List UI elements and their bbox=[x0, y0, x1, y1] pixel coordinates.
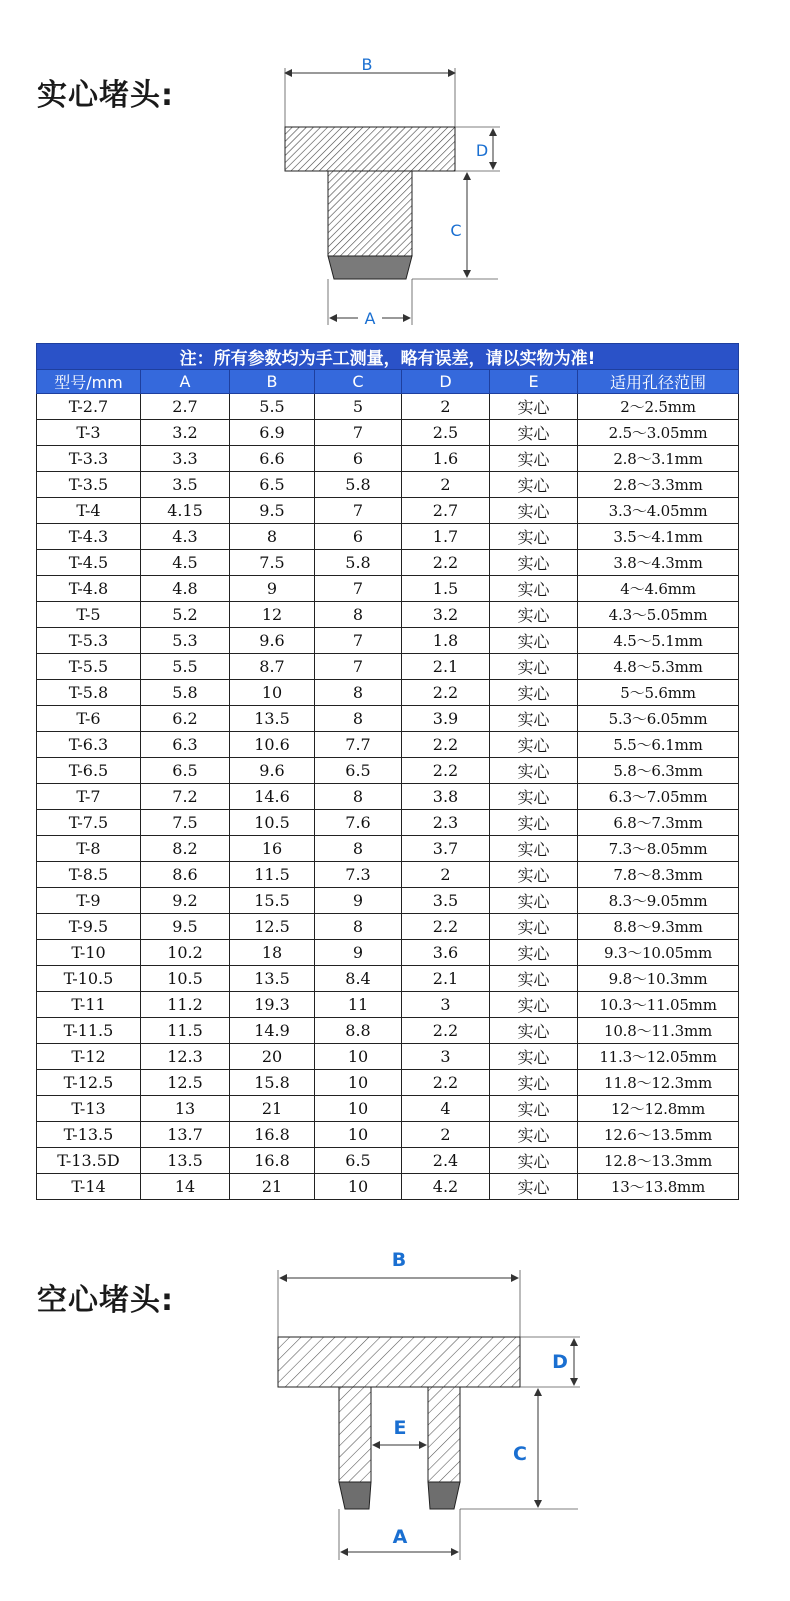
cell-hole-range: 2.8～3.3mm bbox=[578, 472, 739, 498]
cell-c: 8 bbox=[315, 680, 402, 706]
cell-d: 2 bbox=[402, 1122, 490, 1148]
right-leg-tip bbox=[428, 1482, 460, 1509]
cell-hole-range: 2～2.5mm bbox=[578, 394, 739, 420]
cell-model: T-5 bbox=[37, 602, 141, 628]
table-row bbox=[37, 1122, 739, 1148]
cell-hole-range: 10.3～11.05mm bbox=[578, 992, 739, 1018]
cell-b: 6.6 bbox=[230, 446, 315, 472]
cell-hole-range: 6.3～7.05mm bbox=[578, 784, 739, 810]
cell-model: T-4.8 bbox=[37, 576, 141, 602]
cell-c: 9 bbox=[315, 940, 402, 966]
plug-right-leg bbox=[428, 1387, 460, 1482]
cell-a: 4.3 bbox=[141, 524, 230, 550]
e-label: E bbox=[393, 1417, 407, 1439]
solid-plug-diagram bbox=[270, 50, 510, 335]
cell-a: 13.5 bbox=[141, 1148, 230, 1174]
table-row bbox=[37, 758, 739, 784]
cell-d: 1.7 bbox=[402, 524, 490, 550]
cell-hole-range: 4.5～5.1mm bbox=[578, 628, 739, 654]
cell-c: 5.8 bbox=[315, 472, 402, 498]
cell-c: 8 bbox=[315, 706, 402, 732]
cell-c: 5 bbox=[315, 394, 402, 420]
cell-e: 实心 bbox=[490, 394, 578, 420]
cell-b: 15.5 bbox=[230, 888, 315, 914]
cell-hole-range: 12.6～13.5mm bbox=[578, 1122, 739, 1148]
cell-d: 2.2 bbox=[402, 550, 490, 576]
cell-a: 10.2 bbox=[141, 940, 230, 966]
table-row bbox=[37, 420, 739, 446]
cell-hole-range: 12～12.8mm bbox=[578, 1096, 739, 1122]
cell-a: 3.3 bbox=[141, 446, 230, 472]
cell-hole-range: 11.3～12.05mm bbox=[578, 1044, 739, 1070]
table-row bbox=[37, 914, 739, 940]
cell-hole-range: 2.5～3.05mm bbox=[578, 420, 739, 446]
cell-c: 6 bbox=[315, 524, 402, 550]
cell-b: 12.5 bbox=[230, 914, 315, 940]
cell-a: 11.5 bbox=[141, 1018, 230, 1044]
cell-a: 13 bbox=[141, 1096, 230, 1122]
table-header-row bbox=[37, 370, 739, 394]
cell-a: 6.2 bbox=[141, 706, 230, 732]
cell-c: 10 bbox=[315, 1070, 402, 1096]
cell-d: 2.2 bbox=[402, 732, 490, 758]
cell-e: 实心 bbox=[490, 940, 578, 966]
cell-a: 8.2 bbox=[141, 836, 230, 862]
cell-hole-range: 12.8～13.3mm bbox=[578, 1148, 739, 1174]
cell-model: T-13 bbox=[37, 1096, 141, 1122]
cell-a: 9.5 bbox=[141, 914, 230, 940]
cell-e: 实心 bbox=[490, 966, 578, 992]
cell-b: 7.5 bbox=[230, 550, 315, 576]
table-row bbox=[37, 1070, 739, 1096]
cell-d: 1.6 bbox=[402, 446, 490, 472]
table-row bbox=[37, 472, 739, 498]
cell-model: T-4.3 bbox=[37, 524, 141, 550]
cell-hole-range: 3.5～4.1mm bbox=[578, 524, 739, 550]
b-label: B bbox=[361, 55, 373, 74]
cell-hole-range: 13～13.8mm bbox=[578, 1174, 739, 1200]
cell-a: 7.5 bbox=[141, 810, 230, 836]
cell-c: 7 bbox=[315, 576, 402, 602]
cell-d: 2.2 bbox=[402, 758, 490, 784]
table-row bbox=[37, 784, 739, 810]
cell-hole-range: 9.3～10.05mm bbox=[578, 940, 739, 966]
cell-hole-range: 4.8～5.3mm bbox=[578, 654, 739, 680]
cell-a: 12.3 bbox=[141, 1044, 230, 1070]
cell-model: T-5.5 bbox=[37, 654, 141, 680]
cell-a: 10.5 bbox=[141, 966, 230, 992]
cell-hole-range: 10.8～11.3mm bbox=[578, 1018, 739, 1044]
cell-model: T-13.5 bbox=[37, 1122, 141, 1148]
cell-model: T-9.5 bbox=[37, 914, 141, 940]
cell-e: 实心 bbox=[490, 1174, 578, 1200]
cell-model: T-13.5D bbox=[37, 1148, 141, 1174]
a-label: A bbox=[392, 1526, 408, 1548]
cell-b: 6.5 bbox=[230, 472, 315, 498]
cell-d: 4 bbox=[402, 1096, 490, 1122]
table-row bbox=[37, 680, 739, 706]
cell-d: 3.5 bbox=[402, 888, 490, 914]
cell-e: 实心 bbox=[490, 914, 578, 940]
cell-d: 2 bbox=[402, 862, 490, 888]
cell-model: T-5.8 bbox=[37, 680, 141, 706]
plug-tip bbox=[328, 256, 412, 279]
cell-c: 7.7 bbox=[315, 732, 402, 758]
cell-e: 实心 bbox=[490, 888, 578, 914]
table-row bbox=[37, 1044, 739, 1070]
cell-model: T-12.5 bbox=[37, 1070, 141, 1096]
cell-c: 8 bbox=[315, 602, 402, 628]
cell-model: T-6 bbox=[37, 706, 141, 732]
measurement-notice: 注：所有参数均为手工测量，略有误差，请以实物为准! bbox=[37, 344, 739, 370]
cell-d: 3.7 bbox=[402, 836, 490, 862]
table-row bbox=[37, 706, 739, 732]
cell-hole-range: 7.8～8.3mm bbox=[578, 862, 739, 888]
cell-e: 实心 bbox=[490, 1122, 578, 1148]
cell-c: 7 bbox=[315, 498, 402, 524]
cell-model: T-6.3 bbox=[37, 732, 141, 758]
cell-d: 3 bbox=[402, 992, 490, 1018]
cell-d: 2.3 bbox=[402, 810, 490, 836]
cell-model: T-8 bbox=[37, 836, 141, 862]
cell-a: 5.8 bbox=[141, 680, 230, 706]
cell-model: T-12 bbox=[37, 1044, 141, 1070]
cell-e: 实心 bbox=[490, 1018, 578, 1044]
cell-b: 14.6 bbox=[230, 784, 315, 810]
table-row bbox=[37, 966, 739, 992]
b-label: B bbox=[391, 1249, 407, 1271]
cell-c: 10 bbox=[315, 1174, 402, 1200]
cell-b: 10 bbox=[230, 680, 315, 706]
cell-c: 10 bbox=[315, 1096, 402, 1122]
cell-a: 5.2 bbox=[141, 602, 230, 628]
table-row bbox=[37, 1148, 739, 1174]
cell-d: 2 bbox=[402, 472, 490, 498]
table-row bbox=[37, 888, 739, 914]
cell-e: 实心 bbox=[490, 862, 578, 888]
cell-a: 13.7 bbox=[141, 1122, 230, 1148]
table-row bbox=[37, 1174, 739, 1200]
cell-model: T-14 bbox=[37, 1174, 141, 1200]
cell-e: 实心 bbox=[490, 1070, 578, 1096]
cell-c: 7 bbox=[315, 628, 402, 654]
cell-d: 2.7 bbox=[402, 498, 490, 524]
cell-hole-range: 9.8～10.3mm bbox=[578, 966, 739, 992]
cell-model: T-7 bbox=[37, 784, 141, 810]
table-row bbox=[37, 862, 739, 888]
cell-b: 13.5 bbox=[230, 966, 315, 992]
cell-b: 15.8 bbox=[230, 1070, 315, 1096]
cell-model: T-11.5 bbox=[37, 1018, 141, 1044]
cell-a: 2.7 bbox=[141, 394, 230, 420]
cell-b: 10.6 bbox=[230, 732, 315, 758]
cell-a: 12.5 bbox=[141, 1070, 230, 1096]
table-row bbox=[37, 498, 739, 524]
cell-b: 16.8 bbox=[230, 1122, 315, 1148]
cell-hole-range: 2.8～3.1mm bbox=[578, 446, 739, 472]
table-row bbox=[37, 550, 739, 576]
cell-a: 6.5 bbox=[141, 758, 230, 784]
cell-a: 5.3 bbox=[141, 628, 230, 654]
table-row bbox=[37, 992, 739, 1018]
cell-hole-range: 11.8～12.3mm bbox=[578, 1070, 739, 1096]
header-a: A bbox=[141, 370, 230, 394]
cell-e: 实心 bbox=[490, 836, 578, 862]
left-leg-tip bbox=[339, 1482, 371, 1509]
cell-a: 8.6 bbox=[141, 862, 230, 888]
cell-d: 2.1 bbox=[402, 654, 490, 680]
cell-a: 14 bbox=[141, 1174, 230, 1200]
cell-c: 8 bbox=[315, 914, 402, 940]
cell-hole-range: 5.3～6.05mm bbox=[578, 706, 739, 732]
header-d: D bbox=[402, 370, 490, 394]
cell-a: 7.2 bbox=[141, 784, 230, 810]
cell-a: 3.2 bbox=[141, 420, 230, 446]
table-row bbox=[37, 1018, 739, 1044]
cell-hole-range: 8.8～9.3mm bbox=[578, 914, 739, 940]
cell-e: 实心 bbox=[490, 576, 578, 602]
cell-b: 21 bbox=[230, 1096, 315, 1122]
cell-c: 10 bbox=[315, 1044, 402, 1070]
cell-model: T-2.7 bbox=[37, 394, 141, 420]
cell-model: T-8.5 bbox=[37, 862, 141, 888]
header-e: E bbox=[490, 370, 578, 394]
table-row bbox=[37, 940, 739, 966]
cell-model: T-7.5 bbox=[37, 810, 141, 836]
cell-e: 实心 bbox=[490, 498, 578, 524]
cell-a: 4.5 bbox=[141, 550, 230, 576]
cell-d: 2.1 bbox=[402, 966, 490, 992]
cell-a: 4.15 bbox=[141, 498, 230, 524]
cell-hole-range: 3.3～4.05mm bbox=[578, 498, 739, 524]
cell-hole-range: 7.3～8.05mm bbox=[578, 836, 739, 862]
cell-e: 实心 bbox=[490, 1148, 578, 1174]
cell-model: T-4 bbox=[37, 498, 141, 524]
cell-b: 10.5 bbox=[230, 810, 315, 836]
spec-table bbox=[36, 343, 739, 1200]
cell-c: 6.5 bbox=[315, 758, 402, 784]
table-body bbox=[37, 394, 739, 1200]
cell-c: 8.4 bbox=[315, 966, 402, 992]
cell-e: 实心 bbox=[490, 524, 578, 550]
cell-d: 4.2 bbox=[402, 1174, 490, 1200]
cell-model: T-11 bbox=[37, 992, 141, 1018]
table-row bbox=[37, 732, 739, 758]
cell-a: 4.8 bbox=[141, 576, 230, 602]
cell-e: 实心 bbox=[490, 1096, 578, 1122]
cell-e: 实心 bbox=[490, 732, 578, 758]
table-row bbox=[37, 1096, 739, 1122]
cell-d: 3.2 bbox=[402, 602, 490, 628]
cell-hole-range: 5.8～6.3mm bbox=[578, 758, 739, 784]
cell-b: 18 bbox=[230, 940, 315, 966]
table-row bbox=[37, 836, 739, 862]
cell-b: 12 bbox=[230, 602, 315, 628]
cell-e: 实心 bbox=[490, 1044, 578, 1070]
cell-c: 8 bbox=[315, 784, 402, 810]
cell-a: 3.5 bbox=[141, 472, 230, 498]
cell-d: 1.5 bbox=[402, 576, 490, 602]
cell-c: 5.8 bbox=[315, 550, 402, 576]
cell-c: 6 bbox=[315, 446, 402, 472]
header-model: 型号/mm bbox=[37, 370, 141, 394]
cell-e: 实心 bbox=[490, 706, 578, 732]
table-row bbox=[37, 524, 739, 550]
cell-model: T-10 bbox=[37, 940, 141, 966]
table-row bbox=[37, 576, 739, 602]
plug-left-leg bbox=[339, 1387, 371, 1482]
d-label: D bbox=[475, 141, 489, 160]
cell-e: 实心 bbox=[490, 550, 578, 576]
cell-b: 9 bbox=[230, 576, 315, 602]
table-row bbox=[37, 394, 739, 420]
cell-b: 14.9 bbox=[230, 1018, 315, 1044]
cell-d: 2.2 bbox=[402, 1070, 490, 1096]
cell-hole-range: 8.3～9.05mm bbox=[578, 888, 739, 914]
c-label: C bbox=[450, 221, 462, 240]
cell-b: 6.9 bbox=[230, 420, 315, 446]
cell-model: T-10.5 bbox=[37, 966, 141, 992]
cell-b: 20 bbox=[230, 1044, 315, 1070]
cell-e: 实心 bbox=[490, 602, 578, 628]
table-row bbox=[37, 446, 739, 472]
cell-c: 11 bbox=[315, 992, 402, 1018]
cell-b: 16.8 bbox=[230, 1148, 315, 1174]
hollow-plug-title: 空心堵头: bbox=[37, 1283, 174, 1318]
cell-b: 11.5 bbox=[230, 862, 315, 888]
cell-b: 5.5 bbox=[230, 394, 315, 420]
cell-model: T-5.3 bbox=[37, 628, 141, 654]
table-row bbox=[37, 810, 739, 836]
cell-e: 实心 bbox=[490, 992, 578, 1018]
cell-model: T-9 bbox=[37, 888, 141, 914]
cell-a: 11.2 bbox=[141, 992, 230, 1018]
table-row bbox=[37, 602, 739, 628]
cell-e: 实心 bbox=[490, 810, 578, 836]
cell-e: 实心 bbox=[490, 784, 578, 810]
cell-model: T-3.5 bbox=[37, 472, 141, 498]
c-label: C bbox=[513, 1443, 527, 1465]
cell-c: 7.6 bbox=[315, 810, 402, 836]
plug-head bbox=[278, 1337, 520, 1387]
cell-model: T-6.5 bbox=[37, 758, 141, 784]
cell-b: 9.5 bbox=[230, 498, 315, 524]
cell-d: 3 bbox=[402, 1044, 490, 1070]
cell-b: 9.6 bbox=[230, 628, 315, 654]
cell-b: 19.3 bbox=[230, 992, 315, 1018]
cell-hole-range: 3.8～4.3mm bbox=[578, 550, 739, 576]
cell-e: 实心 bbox=[490, 446, 578, 472]
cell-c: 7 bbox=[315, 420, 402, 446]
cell-model: T-4.5 bbox=[37, 550, 141, 576]
header-c: C bbox=[315, 370, 402, 394]
cell-d: 3.6 bbox=[402, 940, 490, 966]
cell-d: 2.5 bbox=[402, 420, 490, 446]
cell-e: 实心 bbox=[490, 628, 578, 654]
cell-c: 9 bbox=[315, 888, 402, 914]
cell-c: 8.8 bbox=[315, 1018, 402, 1044]
cell-e: 实心 bbox=[490, 654, 578, 680]
cell-a: 5.5 bbox=[141, 654, 230, 680]
cell-b: 8.7 bbox=[230, 654, 315, 680]
plug-stem bbox=[328, 171, 412, 256]
cell-e: 实心 bbox=[490, 420, 578, 446]
cell-d: 2 bbox=[402, 394, 490, 420]
cell-d: 3.8 bbox=[402, 784, 490, 810]
cell-e: 实心 bbox=[490, 680, 578, 706]
cell-b: 16 bbox=[230, 836, 315, 862]
cell-b: 13.5 bbox=[230, 706, 315, 732]
a-label: A bbox=[364, 309, 376, 328]
cell-c: 8 bbox=[315, 836, 402, 862]
cell-c: 6.5 bbox=[315, 1148, 402, 1174]
cell-d: 1.8 bbox=[402, 628, 490, 654]
cell-hole-range: 5.5～6.1mm bbox=[578, 732, 739, 758]
cell-hole-range: 4.3～5.05mm bbox=[578, 602, 739, 628]
cell-d: 2.2 bbox=[402, 680, 490, 706]
cell-a: 6.3 bbox=[141, 732, 230, 758]
cell-d: 3.9 bbox=[402, 706, 490, 732]
cell-b: 8 bbox=[230, 524, 315, 550]
cell-b: 21 bbox=[230, 1174, 315, 1200]
cell-c: 10 bbox=[315, 1122, 402, 1148]
cell-e: 实心 bbox=[490, 758, 578, 784]
hollow-plug-diagram bbox=[262, 1240, 592, 1565]
plug-head bbox=[285, 127, 455, 171]
d-label: D bbox=[552, 1351, 568, 1373]
cell-c: 7 bbox=[315, 654, 402, 680]
cell-model: T-3 bbox=[37, 420, 141, 446]
cell-b: 9.6 bbox=[230, 758, 315, 784]
cell-d: 2.2 bbox=[402, 1018, 490, 1044]
header-hole-range: 适用孔径范围 bbox=[578, 370, 739, 394]
cell-d: 2.2 bbox=[402, 914, 490, 940]
cell-d: 2.4 bbox=[402, 1148, 490, 1174]
cell-hole-range: 4～4.6mm bbox=[578, 576, 739, 602]
header-b: B bbox=[230, 370, 315, 394]
cell-c: 7.3 bbox=[315, 862, 402, 888]
cell-e: 实心 bbox=[490, 472, 578, 498]
cell-a: 9.2 bbox=[141, 888, 230, 914]
table-row bbox=[37, 654, 739, 680]
solid-plug-title: 实心堵头: bbox=[37, 78, 174, 113]
cell-hole-range: 6.8～7.3mm bbox=[578, 810, 739, 836]
table-row bbox=[37, 628, 739, 654]
cell-hole-range: 5～5.6mm bbox=[578, 680, 739, 706]
cell-model: T-3.3 bbox=[37, 446, 141, 472]
